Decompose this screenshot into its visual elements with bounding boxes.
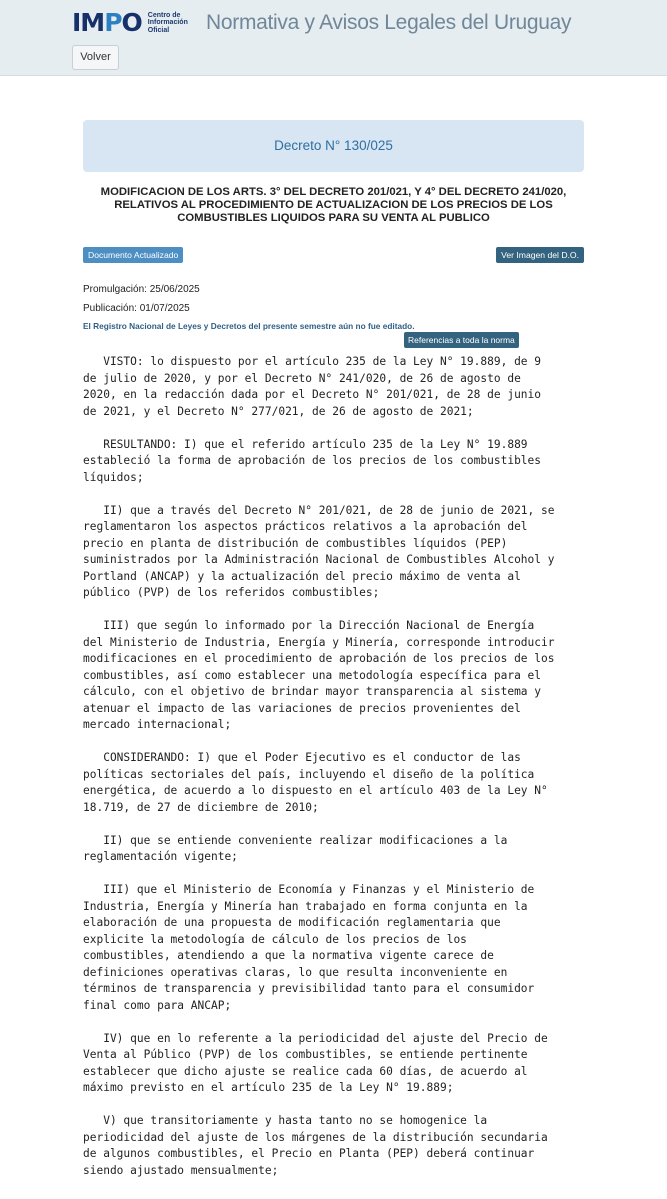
body-line: Portland (ANCAP) y la actualización del precio máximo de venta al	[83, 569, 521, 583]
body-line: IV) que en lo referente a la periodicidad del ajuste del Precio de	[83, 1031, 548, 1045]
body-line: V) que transitoriamente y hasta tanto no se homogenice la	[83, 1114, 488, 1127]
page-title: Decreto N° 130/025	[83, 120, 584, 172]
body-blank-line	[83, 816, 583, 833]
body-line: reglamentaron los aspectos prácticos relativos a la aprobación del	[83, 520, 528, 533]
body-line: políticas sectoriales del país, incluyendo el diseño de la política	[83, 767, 535, 781]
body-line: de julio de 2020, y por el Decreto N° 241/020, de 26 de agosto de	[83, 371, 521, 385]
back-button[interactable]: Volver	[72, 45, 119, 70]
body-line: III) que el Ministerio de Economía y Finanzas y el Ministerio de	[83, 883, 535, 896]
site-header	[0, 0, 667, 76]
body-line: reglamentación vigente;	[83, 850, 238, 863]
body-line: energética, de acuerdo a lo dispuesto en el artículo 403 de la Ley N°	[83, 784, 548, 797]
body-line: III) que según lo informado por la Dirección Nacional de Energía	[83, 619, 535, 632]
body-line: público (PVP) de los referidos combustibles;	[83, 586, 380, 599]
body-line: periodicidad del ajuste de los márgenes de la distribución secundaria	[83, 1130, 548, 1144]
body-line: CONSIDERANDO: I) que el Poder Ejecutivo es el conductor de las	[83, 751, 521, 764]
body-line: elaboración de una propuesta de modificación reglamentaria que	[83, 916, 501, 929]
body-line: explicite la metodología de cálculo de los precios de los	[83, 932, 467, 946]
body-line: de algunos combustibles, el Precio en Planta (PEP) deberá continuar	[83, 1147, 535, 1160]
body-line: precio en planta de distribución de combustibles líquidos (PEP)	[83, 536, 508, 550]
view-image-button[interactable]: Ver Imagen del D.O.	[496, 247, 584, 263]
body-line: siendo ajustado mensualmente;	[83, 1163, 279, 1177]
body-blank-line	[83, 1014, 583, 1031]
body-line: estableció la forma de aprobación de los precios de los combustibles	[83, 454, 542, 467]
body-line: 18.719, de 27 de diciembre de 2010;	[83, 800, 319, 814]
body-line: definiciones operativas claras, lo que resulta inconveniente en	[83, 965, 508, 979]
logo-subtitle: Centro de Información Oficial	[147, 11, 188, 34]
updated-document-badge[interactable]: Documento Actualizado	[83, 247, 183, 263]
document-subject: MODIFICACION DE LOS ARTS. 3° DEL DECRETO 201/021, Y 4° DEL DECRETO 241/020, RELATIVOS AL PROCEDIMIENTO DE ACTUALIZACION DE LOS PRECIOS DE LOS COMBUSTIBLES LIQUIDOS PARA SU VENTA AL PUBLICO	[100, 186, 567, 224]
publication-date: Publicación: 01/07/2025	[83, 303, 190, 314]
body-line: términos de transparencia y previsibilidad tanto para el consumidor	[83, 982, 535, 995]
body-blank-line	[83, 734, 583, 751]
body-blank-line	[83, 486, 583, 503]
logo-wordmark: IMPO	[72, 8, 142, 37]
body-blank-line	[83, 420, 583, 437]
body-line: modificaciones en el procedimiento de aprobación de los precios de los	[83, 652, 555, 665]
promulgation-date: Promulgación: 25/06/2025	[83, 284, 200, 295]
body-line: II) que se entiende conveniente realizar modificaciones a la	[83, 833, 508, 847]
body-line: RESULTANDO: I) que el referido artículo 235 de la Ley N° 19.889	[83, 437, 528, 451]
body-line: suministrados por la Administración Nacional de Combustibles Alcohol y	[83, 553, 555, 566]
registry-note: El Registro Nacional de Leyes y Decretos del presente semestre aún no fue editado.	[83, 321, 415, 331]
body-line: Venta al Público (PVP) de los combustibles, se entiende pertinente	[83, 1048, 528, 1061]
body-line: líquidos;	[83, 470, 144, 484]
body-line: atenuar el impacto de las variaciones de precios provenientes del	[83, 701, 521, 715]
references-button[interactable]: Referencias a toda la norma	[404, 332, 519, 348]
body-line: mercado internacional;	[83, 718, 232, 731]
body-line: establecer que dicho ajuste se realice cada 60 días, de acuerdo al	[83, 1064, 528, 1078]
impo-logo[interactable]	[72, 9, 194, 37]
body-line: máximo previsto en el artículo 235 de la Ley N° 19.889;	[83, 1081, 454, 1094]
body-line: VISTO: lo dispuesto por el artículo 235 de la Ley N° 19.889, de 9	[83, 355, 542, 368]
body-line: Industria, Energía y Minería han trabajado en forma conjunta en la	[83, 899, 528, 913]
site-title: Normativa y Avisos Legales del Uruguay	[206, 11, 572, 34]
body-line: combustibles, atendiendo a que la normativa vigente carece de	[83, 949, 494, 962]
body-line: cálculo, con el objetivo de brindar mayor transparencia al sistema y	[83, 685, 542, 698]
body-line: de 2021, y el Decreto N° 277/021, de 26 de agosto de 2021;	[83, 404, 474, 418]
body-blank-line	[83, 866, 583, 883]
body-line: II) que a través del Decreto N° 201/021, de 28 de junio de 2021, se	[83, 503, 555, 517]
document-body	[83, 354, 583, 1179]
body-line: 2020, en la redacción dada por el Decreto N° 201/021, de 28 de junio	[83, 388, 542, 401]
body-line: combustibles, así como establecer una metodología específica para el	[83, 668, 542, 682]
body-blank-line	[83, 602, 583, 619]
body-line: del Ministerio de Industria, Energía y Minería, corresponde introducir	[83, 635, 555, 649]
body-blank-line	[83, 1097, 583, 1114]
body-line: final como para ANCAP;	[83, 998, 232, 1012]
